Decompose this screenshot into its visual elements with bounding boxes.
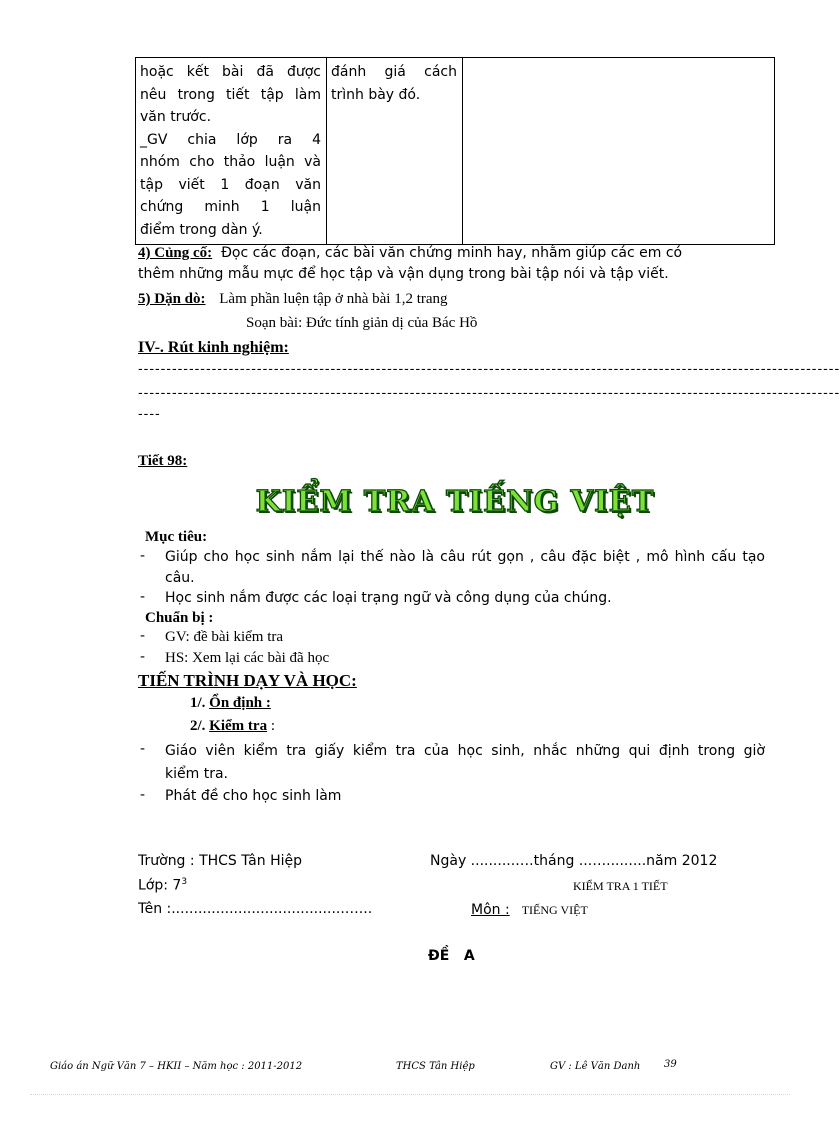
cell-line: hoặc kết bài đã được — [140, 64, 321, 80]
muctieu-item-1-line1: Giúp cho học sinh nắm lại thế nào là câu rút gọn , câu đặc biệt , mô hình cấu tạo — [165, 549, 765, 565]
lesson-table — [135, 57, 775, 245]
exam-school: Trường : THCS Tân Hiệp — [138, 853, 302, 869]
exam-variant: ĐỀ A — [428, 948, 475, 964]
table-cell-activity — [136, 58, 327, 245]
dash-line-1: ---------------------------------------------------------------------------------------------------------------------------- — [138, 360, 840, 376]
cungco-text2: thêm những mẫu mực để học tập và vận dụng trong bài tập nói và tập viết. — [138, 266, 669, 282]
wordart-title: KIỂM TRA TIẾNG VIỆT — [255, 484, 655, 518]
exam-subject-value: TIẾNG VIỆT — [521, 903, 588, 917]
cell-line: chứng minh 1 luận — [140, 199, 321, 215]
dando-line1 — [138, 289, 448, 310]
cungco-line1 — [138, 243, 766, 264]
cell-line: đánh giá cách — [331, 64, 457, 80]
table-row — [136, 58, 775, 245]
cell-line: tập viết 1 đoạn văn — [140, 176, 321, 193]
tientrinh-item-2: Phát đề cho học sinh làm — [165, 788, 342, 804]
step-kiem-tra — [190, 716, 275, 737]
cungco-text1: Đọc các đoạn, các bài văn chứng minh hay, nhằm giúp các em có — [221, 245, 683, 261]
exam-date: Ngày ..........….tháng ..…..........năm 2012 — [430, 853, 718, 869]
exam-title: KIỂM TRA 1 TIẾT — [573, 879, 668, 893]
muctieu-heading: Mục tiêu: — [145, 529, 208, 545]
step-colon: : — [270, 718, 275, 734]
exam-subject — [471, 901, 588, 919]
tientrinh-heading: TIẾN TRÌNH DẠY VÀ HỌC: — [138, 671, 357, 690]
cungco-label: 4) Củng cố: — [138, 245, 213, 261]
dando-label: 5) Dặn dò: — [138, 291, 206, 307]
muctieu-item-1 — [165, 547, 765, 589]
cell-line: _GV chia lớp ra 4 — [140, 131, 321, 148]
step-on-dinh — [190, 693, 271, 714]
bullet-dash: - — [140, 589, 146, 605]
page-bottom-rule — [30, 1094, 790, 1095]
step-label: Ổn định : — [209, 695, 271, 711]
tientrinh-item-1 — [165, 740, 765, 786]
step-number: 2/. — [190, 718, 206, 734]
tientrinh-item-1-line1: Giáo viên kiểm tra giấy kiểm tra của học sinh, nhắc những qui định trong giờ — [165, 743, 765, 759]
muctieu-item-1-line2: câu. — [165, 570, 195, 586]
bullet-dash: - — [140, 548, 146, 564]
footer-school: THCS Tân Hiệp — [396, 1061, 475, 1072]
dando-text2: Soạn bài: Đức tính giản dị của Bác Hồ — [246, 315, 478, 331]
bullet-dash: - — [140, 741, 146, 757]
exam-name: Tên :.......................................…... — [138, 901, 373, 917]
bullet-dash: - — [140, 628, 146, 644]
step-number: 1/. — [190, 695, 206, 711]
cell-line: điểm trong dàn ý. — [140, 221, 263, 238]
cell-line: nêu trong tiết tập làm — [140, 86, 321, 103]
tientrinh-item-1-line2: kiểm tra. — [165, 766, 228, 782]
chuanbi-item-1: GV: đề bài kiểm tra — [165, 629, 284, 645]
chuanbi-heading: Chuẩn bị : — [145, 610, 214, 626]
chuanbi-item-2: HS: Xem lại các bài đã học — [165, 650, 330, 666]
cungco-block — [138, 243, 766, 285]
cell-line: nhóm cho thảo luận và — [140, 154, 321, 170]
exam-class-label: Lớp: 7 — [138, 877, 182, 894]
dash-line-3: ---- — [138, 405, 161, 421]
step-label: Kiểm tra — [209, 718, 268, 734]
exam-class — [138, 877, 187, 894]
page-number: 39 — [664, 1059, 677, 1070]
exam-subject-label: Môn : — [471, 902, 510, 918]
dash-line-2: ---------------------------------------------------------------------------------------------------------------------------- — [138, 384, 840, 400]
tiet-label: Tiết 98: — [138, 453, 188, 469]
muctieu-item-2: Học sinh nắm được các loại trạng ngữ và công dụng của chúng. — [165, 590, 612, 606]
table-cell-student — [327, 58, 463, 245]
table-cell-content — [463, 58, 775, 245]
bullet-dash: - — [140, 787, 146, 803]
exam-class-sup: 3 — [181, 877, 188, 887]
footer-left: Giáo án Ngữ Văn 7 – HKII – Năm học : 2011-2012 — [50, 1061, 303, 1072]
footer-teacher: GV : Lê Văn Danh — [550, 1061, 641, 1072]
bullet-dash: - — [140, 649, 146, 665]
cell-line: văn trước. — [140, 109, 212, 125]
cell-line: trình bày đó. — [331, 86, 421, 103]
rutkinh-heading: IV-. Rút kinh nghiệm: — [138, 339, 289, 356]
dando-text1: Làm phần luện tập ở nhà bài 1,2 trang — [219, 291, 448, 307]
